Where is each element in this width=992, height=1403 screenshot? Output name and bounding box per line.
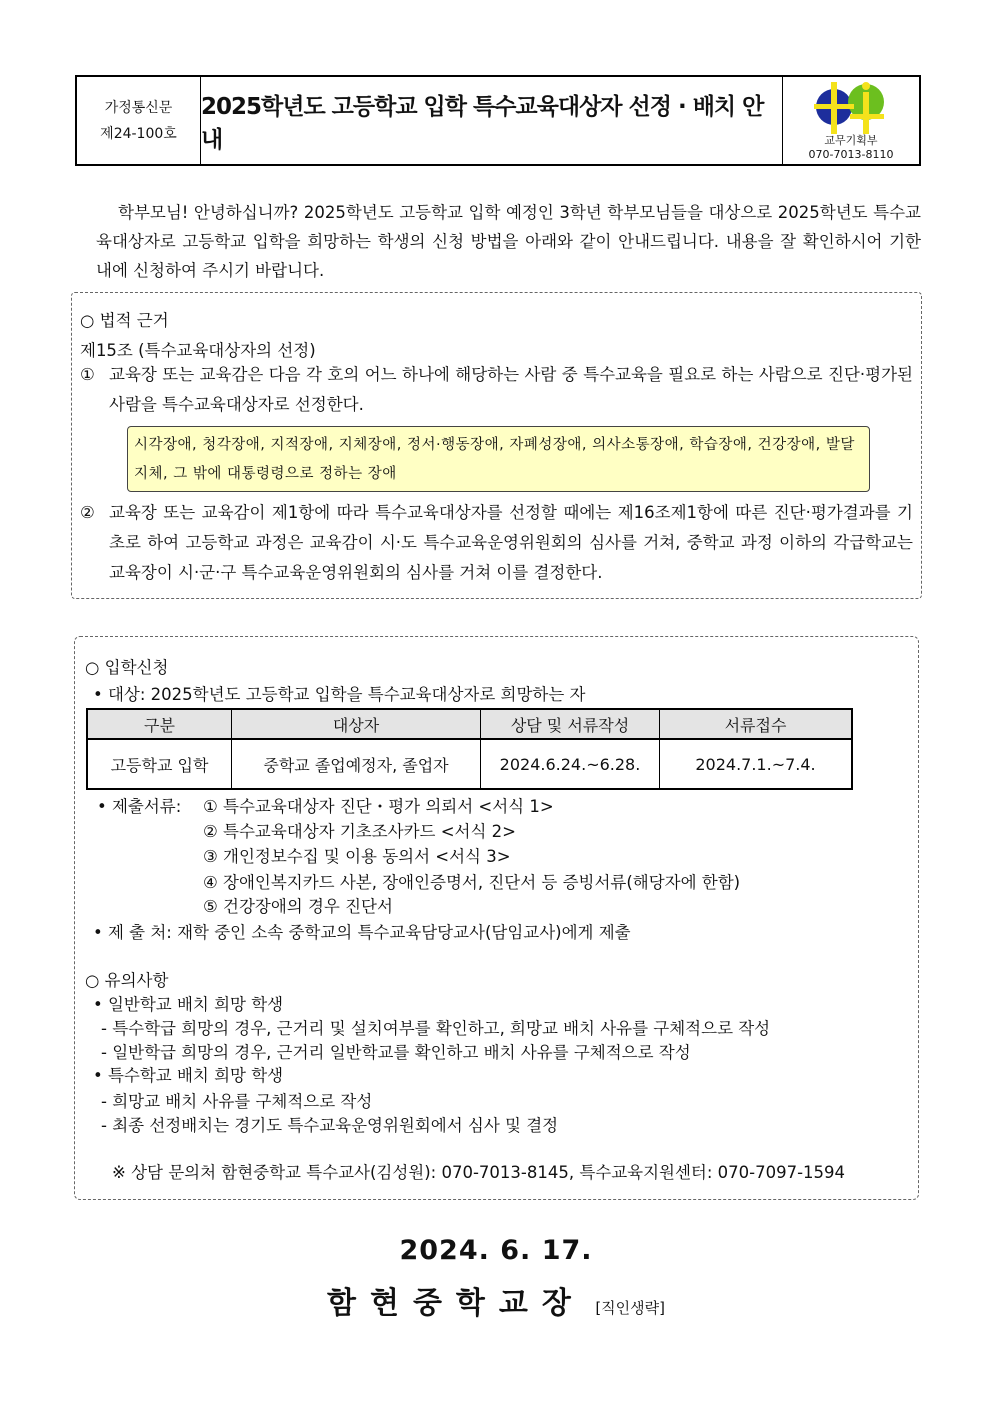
table-cell: 2024.7.1.~7.4. xyxy=(660,739,853,789)
table-cell: 2024.6.24.~6.28. xyxy=(481,739,660,789)
notice-number-box xyxy=(77,77,201,164)
legal-basis-box xyxy=(71,292,922,599)
doc-item: ⑤ 건강장애의 경우 진단서 xyxy=(203,897,393,916)
contact-info: ※ 상담 문의처 함현중학교 특수교사(김성원): 070-7013-8145, 특수교육지원센터: 070-7097-1594 xyxy=(112,1163,846,1182)
notice-number: 제24-100호 xyxy=(100,125,177,142)
issue-date: 2024. 6. 17. xyxy=(399,1235,593,1266)
notice-header xyxy=(75,75,921,166)
intro-paragraph xyxy=(96,198,921,285)
disability-list-box: 시각장애, 청각장애, 지적장애, 지체장애, 정서·행동장애, 자폐성장애, 의사소통장애, 학습장애, 건강장애, 발달지체, 그 밖에 대통령령으로 정하는 장애 xyxy=(127,426,870,492)
principal-name: 함현중학교장 xyxy=(326,1286,585,1321)
department-name: 교무기획부 xyxy=(824,134,878,147)
apply-heading: ○ 입학신청 xyxy=(85,658,169,677)
table-row xyxy=(87,739,852,789)
special-note: - 최종 선정배치는 경기도 특수교육운영위원회에서 심사 및 결정 xyxy=(101,1116,559,1135)
department-phone: 070-7013-8110 xyxy=(808,148,894,161)
schedule-table xyxy=(86,708,853,790)
legal-item2-number: ② xyxy=(80,503,95,522)
application-box xyxy=(74,636,919,1200)
doc-item: ② 특수교육대상자 기초조사카드 <서식 2> xyxy=(203,822,517,841)
intro-text: 학부모님! 안녕하십니까? 2025학년도 고등학교 입학 예정인 3학년 학부모님들을 대상으로 2025학년도 특수교육대상자로 고등학교 입학을 희망하는 학생의 신청 방법을 아래와 같이 안내드립니다. 내용을 잘 확인하시어 기한 내에 신청하여 주시기 바랍니다. xyxy=(96,203,921,280)
special-school-title: • 특수학교 배치 희망 학생 xyxy=(93,1066,284,1085)
submit-to: • 제 출 처: 재학 중인 소속 중학교의 특수교육담당교사(담임교사)에게 제출 xyxy=(93,923,631,942)
legal-item1-number: ① xyxy=(80,365,95,384)
table-header-row xyxy=(87,709,852,739)
legal-heading: ○ 법적 근거 xyxy=(80,311,169,330)
table-cell: 중학교 졸업예정자, 졸업자 xyxy=(232,739,481,789)
special-note: - 희망교 배치 사유를 구체적으로 작성 xyxy=(101,1092,373,1111)
docs-label: • 제출서류: xyxy=(97,797,182,816)
doc-item: ① 특수교육대상자 진단・평가 의뢰서 <서식 1> xyxy=(203,797,554,816)
legal-item1-text: 교육장 또는 교육감은 다음 각 호의 어느 하나에 해당하는 사람 중 특수교육을 필요로 하는 사람으로 진단·평가된 사람을 특수교육대상자로 선정한다. xyxy=(109,365,913,414)
general-note: - 특수학급 희망의 경우, 근거리 및 설치여부를 확인하고, 희망교 배치 사유를 구체적으로 작성 xyxy=(101,1019,771,1038)
apply-target: • 대상: 2025학년도 고등학교 입학을 특수교육대상자로 희망하는 자 xyxy=(93,685,586,704)
doc-item: ③ 개인정보수집 및 이용 동의서 <서식 3> xyxy=(203,847,511,866)
table-header: 서류접수 xyxy=(660,709,853,739)
school-logo-icon xyxy=(814,82,888,134)
school-logo-box xyxy=(783,77,919,164)
general-note: - 일반학급 희망의 경우, 근거리 일반학교를 확인하고 배치 사유를 구체적으로 작성 xyxy=(101,1043,691,1062)
table-cell: 고등학교 입학 xyxy=(87,739,232,789)
legal-article: 제15조 (특수교육대상자의 선정) xyxy=(80,341,316,360)
doc-item: ④ 장애인복지카드 사본, 장애인증명서, 진단서 등 증빙서류(해당자에 한함) xyxy=(203,873,741,892)
document-title: 2025학년도 고등학교 입학 특수교육대상자 선정 · 배치 안내 xyxy=(201,77,783,164)
signature-line xyxy=(0,1278,992,1322)
general-school-title: • 일반학교 배치 희망 학생 xyxy=(93,995,284,1014)
notes-heading: ○ 유의사항 xyxy=(85,971,169,990)
table-header: 상담 및 서류작성 xyxy=(481,709,660,739)
table-header: 대상자 xyxy=(232,709,481,739)
legal-item2-text: 교육장 또는 교육감이 제1항에 따라 특수교육대상자를 선정할 때에는 제16조제1항에 따른 진단·평가결과를 기초로 하여 고등학교 과정은 교육감이 시·도 특수교육운영위원회의 심사를 거쳐, 중학교 과정 이하의 각급학교는 교육장이 시·군·구 특수교육운영위원회의 심사를 거쳐 이를 결정한다. xyxy=(109,503,913,582)
seal-note: [직인생략] xyxy=(595,1299,665,1317)
table-header: 구분 xyxy=(87,709,232,739)
notice-label: 가정통신문 xyxy=(104,99,173,116)
